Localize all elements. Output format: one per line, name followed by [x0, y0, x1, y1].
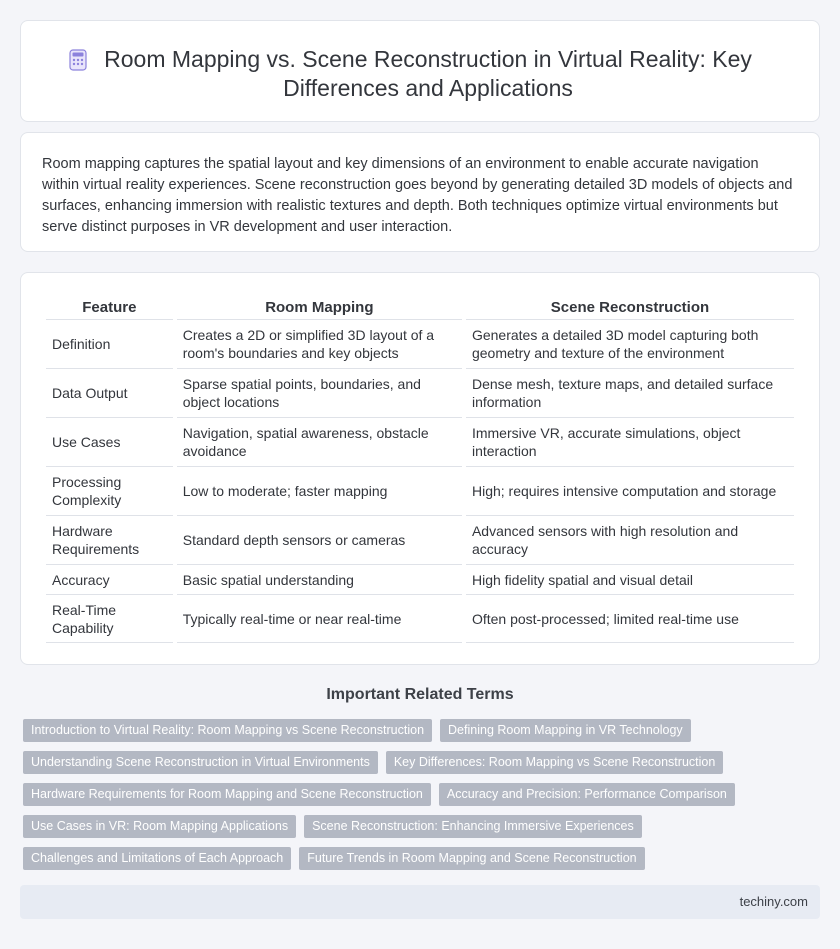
table-cell-feature: Processing Complexity: [46, 466, 173, 515]
footer: [20, 885, 820, 919]
table-cell: Typically real-time or near real-time: [177, 594, 462, 643]
title-card: [20, 20, 820, 122]
comparison-table: [42, 297, 798, 643]
related-terms-heading: Important Related Terms: [326, 686, 514, 703]
table-cell: Low to moderate; faster mapping: [177, 466, 462, 515]
table-row: [46, 417, 794, 466]
related-term-tag[interactable]: Introduction to Virtual Reality: Room Mapping vs Scene Reconstruction: [23, 719, 432, 742]
table-cell: High; requires intensive computation and storage: [466, 466, 794, 515]
related-terms-list: [23, 719, 823, 879]
table-cell: Creates a 2D or simplified 3D layout of a room's boundaries and key objects: [177, 319, 462, 368]
comparison-table-card: [20, 272, 820, 665]
tag-row: [23, 719, 823, 742]
table-row: [46, 368, 794, 417]
related-term-tag[interactable]: Key Differences: Room Mapping vs Scene Reconstruction: [386, 751, 723, 774]
tag-row: [23, 783, 823, 806]
column-header-room-mapping: Room Mapping: [265, 298, 374, 316]
table-row: [46, 515, 794, 564]
table-row: [46, 594, 794, 643]
table-cell: High fidelity spatial and visual detail: [466, 564, 794, 594]
table-cell: Immersive VR, accurate simulations, object interaction: [466, 417, 794, 466]
related-term-tag[interactable]: Scene Reconstruction: Enhancing Immersive Experiences: [304, 815, 642, 838]
column-header-feature: Feature: [82, 298, 137, 316]
tag-row: [23, 847, 823, 870]
table-cell-feature: Definition: [46, 319, 173, 368]
table-cell: Standard depth sensors or cameras: [177, 515, 462, 564]
column-header-scene-reconstruction: Scene Reconstruction: [550, 298, 710, 316]
related-term-tag[interactable]: Challenges and Limitations of Each Approach: [23, 847, 291, 870]
table-cell-feature: Hardware Requirements: [46, 515, 173, 564]
table-cell: Sparse spatial points, boundaries, and object locations: [177, 368, 462, 417]
intro-paragraph: Room mapping captures the spatial layout and key dimensions of an environment to enable accurate navigation within virtual reality experiences. Scene reconstruction goes beyond by generating detailed 3D models of objects and surfaces, enhancing immersion with realistic textures and depth. Both techniques optimize virtual environments but serve distinct purposes in VR development and user interaction.: [42, 156, 793, 235]
footer-site-link[interactable]: techiny.com: [739, 894, 808, 909]
table-row: [46, 319, 794, 368]
page-title: Room Mapping vs. Scene Reconstruction in Virtual Reality: Key Differences and Applications: [104, 46, 752, 101]
tag-row: [23, 815, 823, 838]
table-cell: Generates a detailed 3D model capturing both geometry and texture of the environment: [466, 319, 794, 368]
tag-row: [23, 751, 823, 774]
related-term-tag[interactable]: Accuracy and Precision: Performance Comparison: [439, 783, 735, 806]
table-cell-feature: Accuracy: [46, 564, 173, 594]
table-cell-feature: Real-Time Capability: [46, 594, 173, 643]
related-term-tag[interactable]: Hardware Requirements for Room Mapping and Scene Reconstruction: [23, 783, 431, 806]
related-term-tag[interactable]: Use Cases in VR: Room Mapping Applications: [23, 815, 296, 838]
table-cell: Dense mesh, texture maps, and detailed surface information: [466, 368, 794, 417]
table-cell-feature: Use Cases: [46, 417, 173, 466]
table-header-row: [46, 297, 794, 319]
table-cell: Navigation, spatial awareness, obstacle avoidance: [177, 417, 462, 466]
related-term-tag[interactable]: Defining Room Mapping in VR Technology: [440, 719, 691, 742]
table-cell: Basic spatial understanding: [177, 564, 462, 594]
table-cell-feature: Data Output: [46, 368, 173, 417]
table-cell: Often post-processed; limited real-time use: [466, 594, 794, 643]
table-cell: Advanced sensors with high resolution and accuracy: [466, 515, 794, 564]
table-row: [46, 564, 794, 594]
related-term-tag[interactable]: Future Trends in Room Mapping and Scene Reconstruction: [299, 847, 644, 870]
table-row: [46, 466, 794, 515]
related-term-tag[interactable]: Understanding Scene Reconstruction in Virtual Environments: [23, 751, 378, 774]
intro-card: [20, 132, 820, 252]
